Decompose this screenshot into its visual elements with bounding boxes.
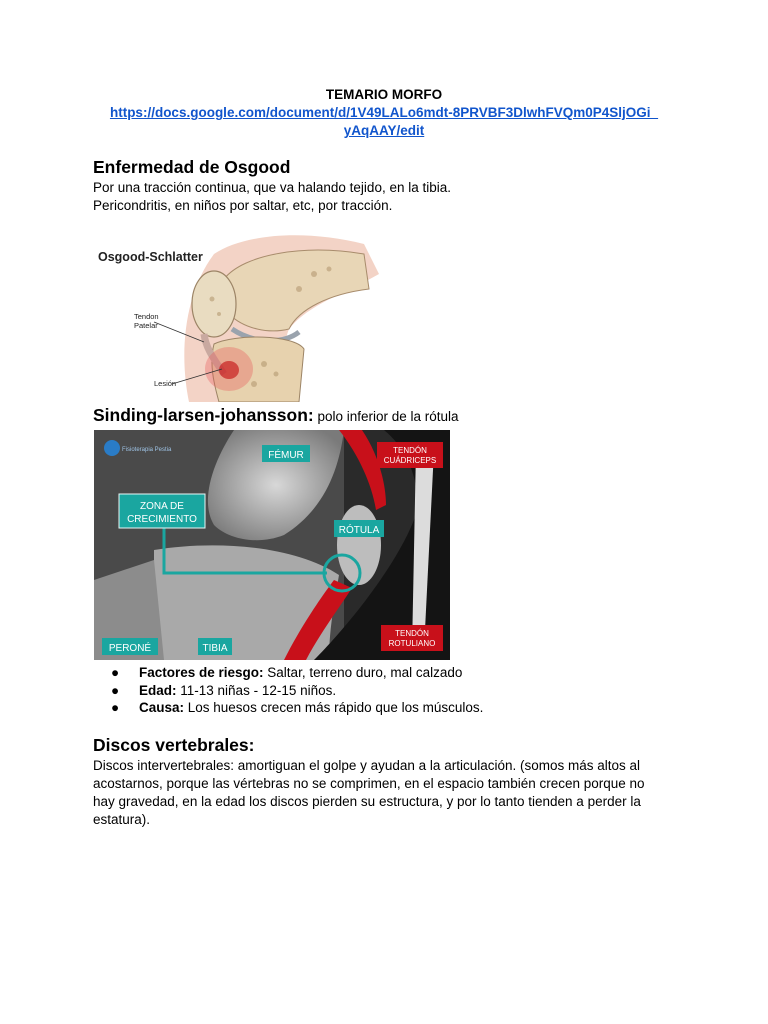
xray-label-femur: FÉMUR xyxy=(268,450,304,461)
sinding-heading: Sinding-larsen-johansson: xyxy=(93,405,314,425)
document-title: TEMARIO MORFO xyxy=(325,87,443,102)
discos-line-3: hay gravedad, en la edad los discos pierden su estructura, y por lo tanto tienden a perder la xyxy=(93,794,641,809)
xray-label-tendon-quad-1: TENDÓN xyxy=(393,446,427,455)
xray-label-growth-1: ZONA DE xyxy=(140,501,184,512)
sinding-heading-line xyxy=(93,405,459,426)
sinding-xray-figure xyxy=(94,430,450,660)
xray-label-tendon-rot-2: ROTULIANO xyxy=(388,639,436,648)
bullet-text: Los huesos crecen más rápido que los músculos. xyxy=(184,700,484,715)
list-item xyxy=(111,682,483,700)
bullet-label: Edad: xyxy=(139,682,177,698)
sinding-bullet-list xyxy=(111,664,483,717)
xray-label-growth-2: CRECIMIENTO xyxy=(127,514,197,525)
discos-line-4: estatura). xyxy=(93,812,151,827)
xray-label-tibia: TIBIA xyxy=(202,643,228,654)
xray-brand: Fisioterapia Pestia xyxy=(122,447,172,453)
list-item xyxy=(111,664,483,682)
discos-line-1: Discos intervertebrales: amortiguan el golpe y ayudan a la articulación. (somos más altos al xyxy=(93,758,641,773)
bullet-text: 11-13 niñas - 12-15 niños. xyxy=(176,682,337,698)
bullet-icon: ● xyxy=(111,682,120,698)
knee-illustration-svg xyxy=(94,234,379,402)
xray-label-tendon-rot-1: TENDÓN xyxy=(395,629,429,638)
osgood-line-2: Pericondritis, en niños por saltar, etc, por tracción. xyxy=(93,198,393,213)
doc-link-line-2[interactable]: yAqAAY/edit xyxy=(343,123,425,138)
doc-link-line-1[interactable]: https://docs.google.com/document/d/1V49LALo6mdt-8PRVBF3DlwhFVQm0P4SljOGi_ xyxy=(109,105,659,120)
xray-label-tendon-quad-2: CUÁDRICEPS xyxy=(383,456,437,465)
osgood-figure-title: Osgood-Schlatter xyxy=(98,250,203,264)
osgood-heading: Enfermedad de Osgood xyxy=(93,157,291,177)
osgood-figure-label-lesion: Lesión xyxy=(154,379,177,388)
bullet-text: Saltar, terreno duro, mal calzado xyxy=(263,665,463,680)
osgood-line-1: Por una tracción continua, que va halando tejido, en la tibia. xyxy=(93,180,451,195)
xray-label-perone: PERONÉ xyxy=(108,643,152,654)
bullet-icon: ● xyxy=(111,665,120,680)
xray-svg xyxy=(94,430,450,660)
discos-line-2: acostarnos, porque las vértebras no se comprimen, en el espacio también crecen porque no xyxy=(93,776,645,791)
osgood-figure-label-tendon-1: Tendon xyxy=(134,312,159,321)
discos-heading: Discos vertebrales: xyxy=(93,735,255,755)
list-item xyxy=(111,699,483,717)
bullet-icon: ● xyxy=(111,700,120,715)
osgood-schlatter-illustration xyxy=(94,234,379,402)
osgood-figure-label-tendon-2: Patelar xyxy=(134,321,158,330)
xray-label-rotula: RÓTULA xyxy=(338,525,380,536)
bullet-label: Factores de riesgo: xyxy=(139,665,264,680)
bullet-label: Causa: xyxy=(139,700,185,715)
sinding-description: polo inferior de la rótula xyxy=(313,409,459,424)
